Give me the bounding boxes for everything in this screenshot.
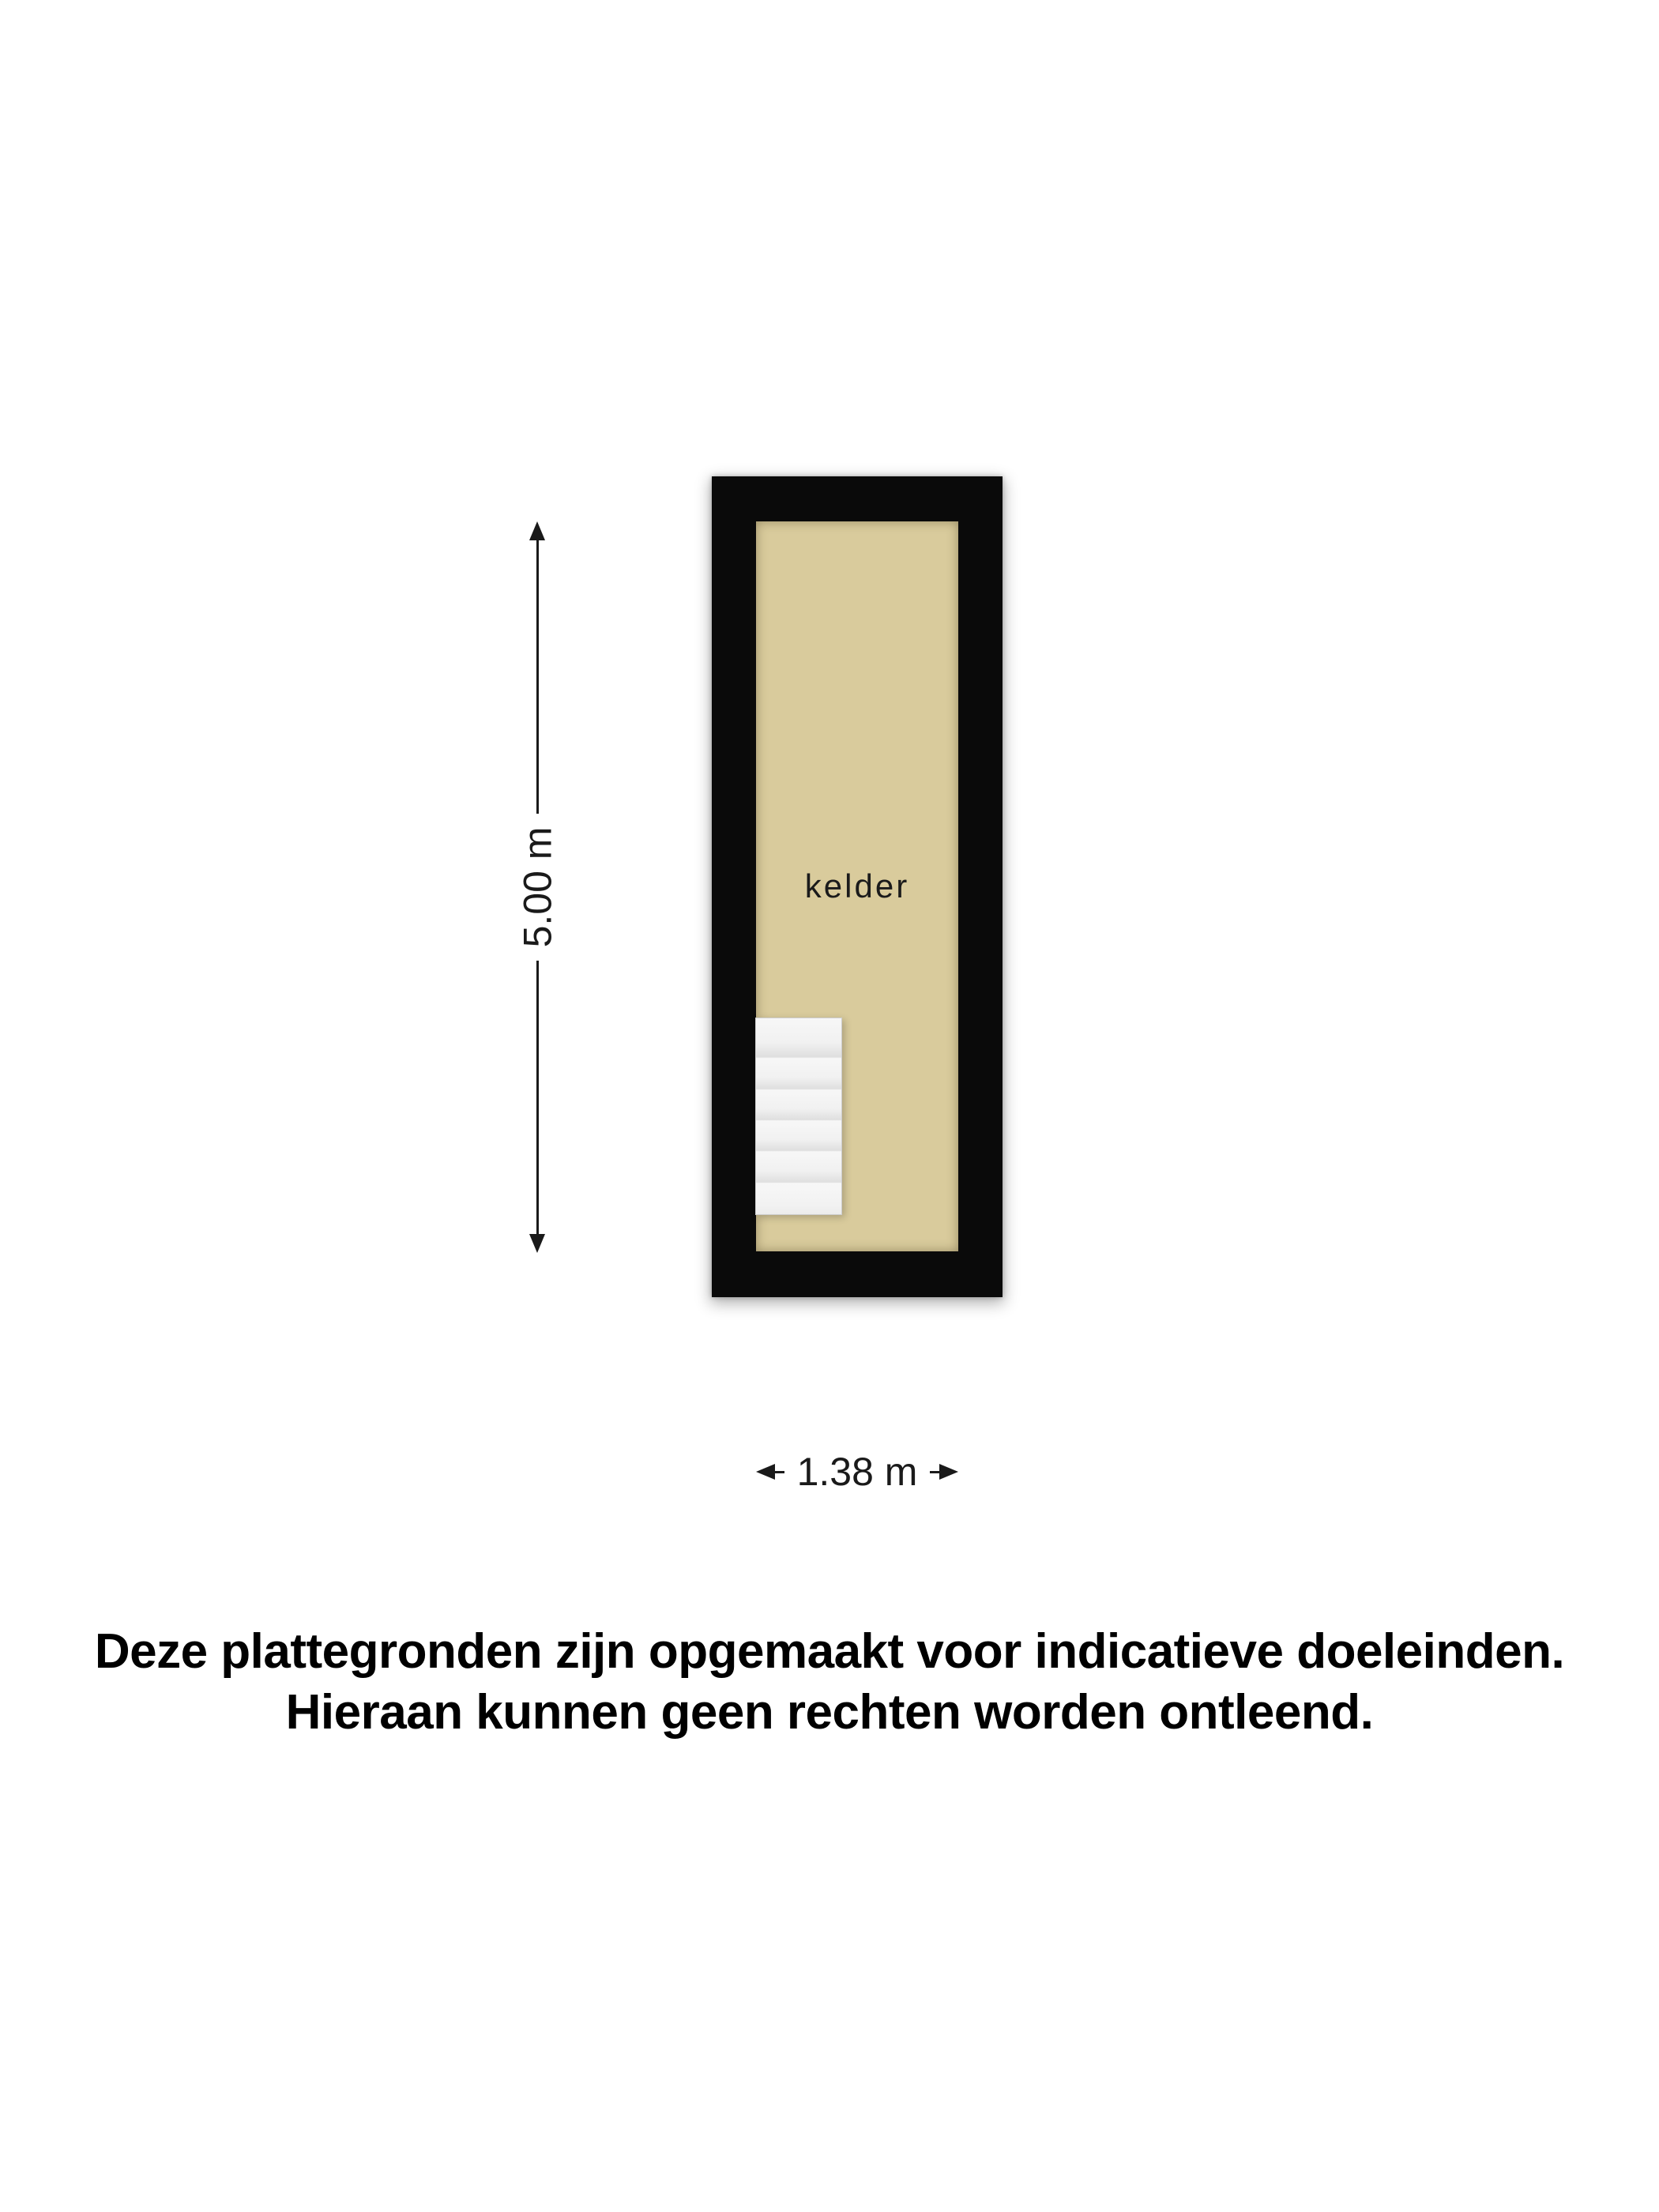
arrow-down-icon [529,1234,545,1253]
room-kelder-floor [756,521,958,1251]
stair-tread [756,1090,841,1121]
stair-tread [756,1152,841,1183]
arrow-right-icon [939,1464,958,1480]
stairs [755,1018,842,1215]
height-dimension-label: 5.00 m [515,826,560,948]
disclaimer [0,1621,1659,1743]
dimension-line [775,1471,784,1473]
disclaimer-line-2: Hieraan kunnen geen rechten worden ontleend. [285,1685,1374,1740]
arrow-up-icon [529,521,545,540]
dimension-line [930,1471,939,1473]
dimension-label-box [515,814,559,961]
dimension-vertical [515,521,559,1253]
stair-tread [756,1121,841,1152]
stair-tread [756,1059,841,1089]
dimension-horizontal [756,1451,958,1492]
dimension-line [536,540,539,814]
dimension-line [536,961,539,1234]
width-dimension-label: 1.38 m [796,1450,918,1494]
room-label: kelder [804,867,910,905]
stair-tread [756,1183,841,1214]
stair-tread [756,1018,841,1059]
disclaimer-line-1: Deze plattegronden zijn opgemaakt voor indicatieve doeleinden. [94,1624,1565,1679]
arrow-left-icon [756,1464,775,1480]
floor-plan-walls [712,476,1003,1297]
